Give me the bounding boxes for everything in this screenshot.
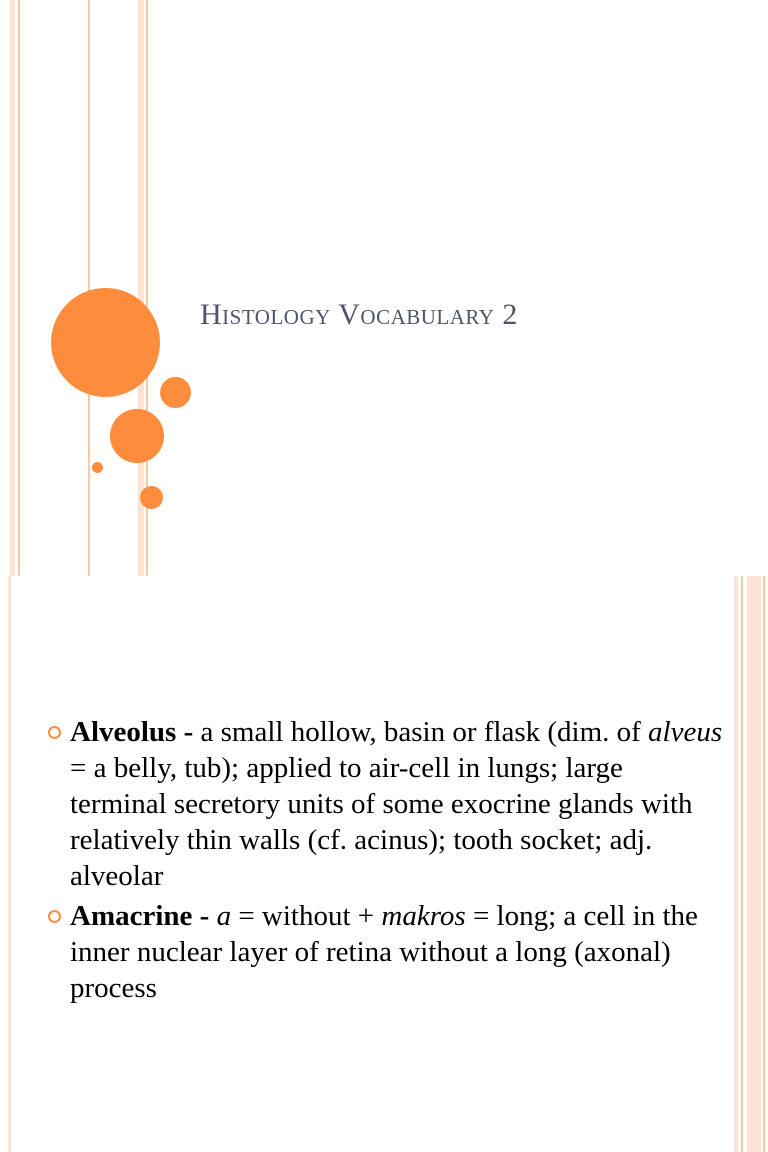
decor-stripe <box>88 0 90 576</box>
decor-circle-small <box>140 486 163 509</box>
definition-text: a small hollow, basin or flask (dim. of <box>193 716 649 748</box>
bullet-icon <box>48 910 61 923</box>
vocab-entry-alveolus <box>46 714 726 894</box>
decor-stripe <box>18 0 20 576</box>
decor-circle-tiny <box>92 462 103 473</box>
vocab-term: Alveolus - <box>70 716 194 748</box>
definition-text <box>209 900 216 932</box>
etymology-word: makros <box>381 900 466 932</box>
decor-circle-large <box>51 288 160 397</box>
slide-title: Histology Vocabulary 2 <box>200 298 518 331</box>
decor-circle-small <box>160 377 191 408</box>
decor-stripe <box>747 576 761 1152</box>
etymology-word: a <box>216 900 232 932</box>
content-slide <box>0 576 768 1152</box>
decor-circle-medium <box>110 409 164 463</box>
vocab-entry-amacrine <box>46 898 726 1006</box>
definition-text: = a belly, tub); applied to air-cell in lungs; large terminal secretory units of some exocrine glands with relatively thin walls (cf. acinus); tooth socket; adj. alveolar <box>70 752 693 892</box>
decor-stripe <box>8 576 11 1152</box>
decor-stripe <box>763 576 765 1152</box>
vocab-term: Amacrine - <box>70 900 210 932</box>
vocabulary-list <box>46 714 726 1010</box>
definition-text: = without + <box>231 900 382 932</box>
decor-stripe <box>734 576 738 1152</box>
definition-text: = long; a cell in the inner nuclear layer of retina without a long (axonal) process <box>70 900 698 1004</box>
decor-stripe <box>741 576 743 1152</box>
bullet-icon <box>48 726 61 739</box>
etymology-word: alveus <box>648 716 723 748</box>
decor-stripe <box>10 0 15 576</box>
